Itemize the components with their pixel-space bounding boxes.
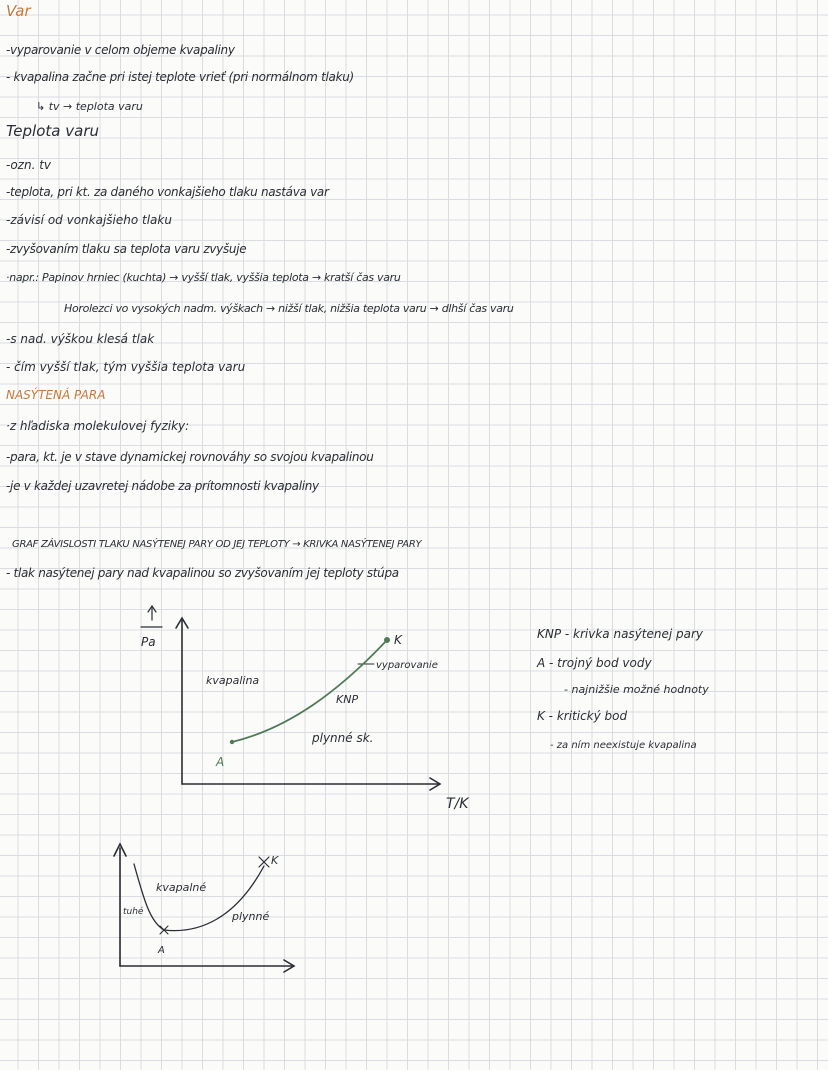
- point-k-label: K: [394, 633, 402, 647]
- gas-region-label: plynné: [232, 910, 270, 923]
- evaporation-label: vyparovanie: [376, 660, 438, 671]
- region-gas-label: plynné sk.: [312, 731, 374, 745]
- note-line: - kvapalina začne pri istej teplote vrieť (pri normálnom tlaku): [6, 70, 354, 84]
- sublimation-curve: [134, 864, 164, 930]
- note-line: -závisí od vonkajšieho tlaku: [6, 213, 172, 227]
- solid-region-label: tuhé: [123, 907, 144, 917]
- legend-item: KNP - krivka nasýtenej pary: [537, 627, 704, 641]
- point-k-label: K: [271, 854, 279, 867]
- note-line: -zvyšovaním tlaku sa teplota varu zvyšuje: [6, 242, 247, 256]
- note-line: -teplota, pri kt. za daného vonkajšieho tlaku nastáva var: [6, 185, 329, 199]
- y-axis-label: Pa: [141, 635, 156, 649]
- note-line: - tlak nasýtenej pary nad kvapalinou so zvyšovaním jej teploty stúpa: [6, 566, 399, 580]
- legend-item: - najnižšie možné hodnoty: [564, 683, 709, 696]
- note-line: ·napr.: Papinov hrniec (kuchta) → vyšší tlak, vyššia teplota → kratší čas varu: [6, 271, 401, 284]
- heading-nasytena-para: NASÝTENÁ PARA: [6, 388, 106, 402]
- note-line: -ozn. tv: [6, 158, 52, 172]
- heading-graf: GRAF ZÁVISLOSTI TLAKU NASÝTENEJ PARY OD JEJ TEPLOTY → KRIVKA NASÝTENEJ PARY: [12, 539, 422, 550]
- heading-var: Var: [6, 2, 31, 20]
- note-line: -vyparovanie v celom objeme kvapaliny: [6, 43, 235, 57]
- region-liquid-label: kvapalina: [206, 674, 260, 687]
- note-line: -s nad. výškou klesá tlak: [6, 332, 155, 346]
- point-a-label: A: [216, 755, 225, 769]
- note-line: ↳ tv → teplota varu: [36, 100, 143, 113]
- legend-item: A - trojný bod vody: [537, 656, 652, 670]
- note-line: ·z hľadiska molekulovej fyziky:: [6, 419, 190, 433]
- curve-label: KNP: [336, 693, 359, 706]
- liquid-region-label: kvapalné: [156, 881, 207, 894]
- legend-item: - za ním neexistuje kvapalina: [550, 740, 697, 751]
- note-line: Horolezci vo vysokých nadm. výškach → nižší tlak, nižšia teplota varu → dlhší čas varu: [64, 302, 514, 315]
- note-line: - čím vyšší tlak, tým vyššia teplota varu: [6, 360, 246, 374]
- x-axis-label: T/K: [446, 796, 469, 812]
- note-line: -je v každej uzavretej nádobe za prítomnosti kvapaliny: [6, 479, 319, 493]
- point-a-label: A: [158, 945, 165, 956]
- note-line: -para, kt. je v stave dynamickej rovnováhy so svojou kvapalinou: [6, 450, 374, 464]
- heading-teplota-varu: Teplota varu: [6, 122, 99, 140]
- legend-item: K - kritický bod: [537, 709, 628, 723]
